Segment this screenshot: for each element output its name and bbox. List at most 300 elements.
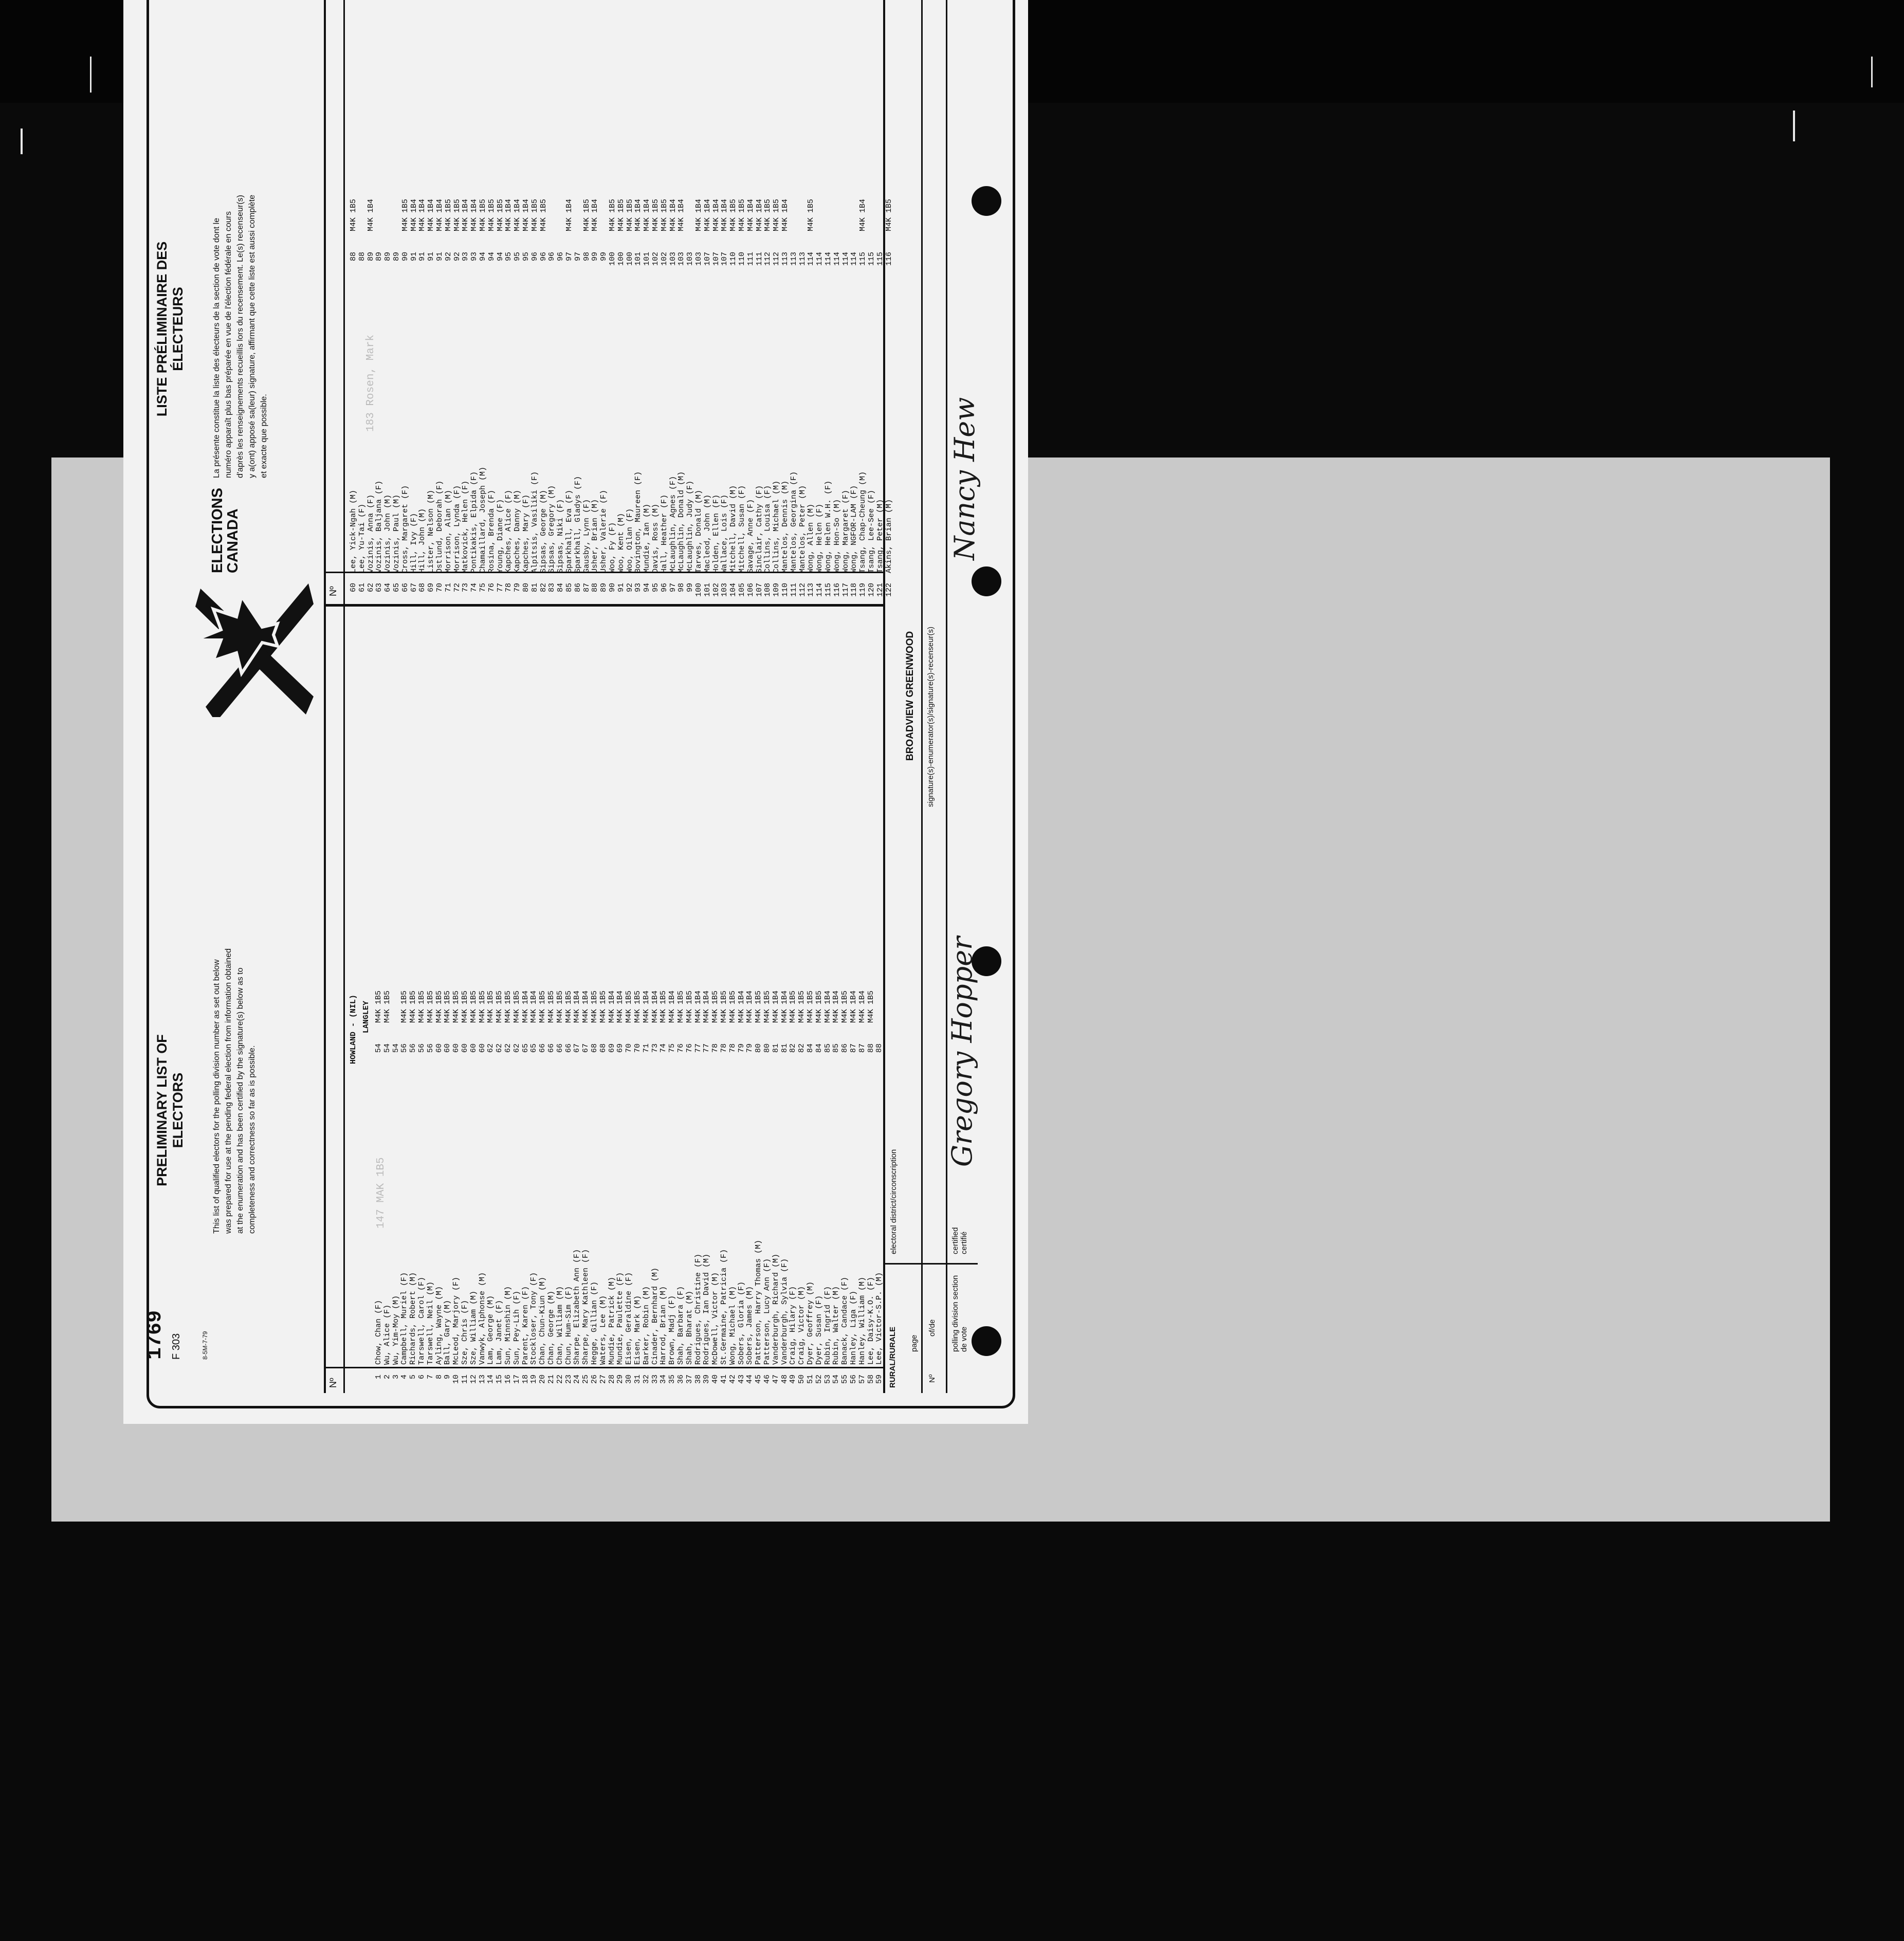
elector-number: 72 <box>452 583 462 593</box>
elector-number: 117 <box>841 583 850 597</box>
elector-address: 81 <box>771 1043 780 1053</box>
elector-number: 101 <box>703 583 712 597</box>
elector-name: Mundie, Patrick (M) <box>607 1276 616 1365</box>
elector-name: Sipsas, George (M) <box>539 489 548 573</box>
elector-name: Tsang, Peter (M) <box>875 499 885 573</box>
elector-number: 38 <box>693 1375 703 1384</box>
elector-postal-code: M4K 1B4 <box>504 198 514 231</box>
elector-number: 7 <box>426 1375 435 1380</box>
elector-number: 100 <box>694 583 703 597</box>
elector-number: 87 <box>582 583 591 593</box>
elector-number: 113 <box>807 583 816 597</box>
elector-number: 106 <box>746 583 755 597</box>
elector-address: 80 <box>754 1043 763 1053</box>
elector-postal-code: M4K 1B5 <box>866 990 875 1023</box>
elector-number: 80 <box>522 583 530 593</box>
elector-number: 115 <box>824 583 833 597</box>
footer-rule <box>946 0 947 1393</box>
elector-number: 39 <box>702 1375 711 1384</box>
elector-postal-code: M4K 1B4 <box>694 198 703 231</box>
elector-postal-code: M4K 1B5 <box>486 990 496 1023</box>
elector-name: Kapches, Mary (F) <box>522 494 530 573</box>
elector-address: 74 <box>659 1043 668 1053</box>
elector-number: 45 <box>754 1375 763 1384</box>
elector-address: 77 <box>693 1043 703 1053</box>
elector-number: 55 <box>840 1375 850 1384</box>
elector-address: 88 <box>357 252 367 262</box>
elector-number: 25 <box>581 1375 591 1384</box>
elector-number: 33 <box>650 1375 660 1384</box>
english-title: PRELIMINARY LIST OF ELECTORS <box>154 1034 186 1186</box>
elector-postal-code: M4K 1B5 <box>479 198 487 231</box>
elector-address: 91 <box>427 252 436 262</box>
elector-postal-code: M4K 1B5 <box>728 990 737 1023</box>
elector-postal-code: M4K 1B4 <box>703 198 712 231</box>
elector-name: Pontikakis, Elpida (F) <box>470 471 479 573</box>
elections-canada-logo <box>185 553 319 717</box>
elector-name: Cinader, Bernhard (M) <box>650 1267 660 1365</box>
elector-address: 101 <box>643 252 652 266</box>
elector-name: Harrod, Brian (M) <box>659 1286 668 1365</box>
elector-postal-code: M4K 1B4 <box>565 198 574 231</box>
elector-address: 62 <box>512 1043 521 1053</box>
elector-number: 99 <box>686 583 695 593</box>
elector-number: 57 <box>857 1375 867 1384</box>
elector-address: 100 <box>608 252 617 266</box>
elector-number: 76 <box>487 583 496 593</box>
elector-name: Vanderburgh, Sylvia (F) <box>780 1258 789 1365</box>
elector-number: 85 <box>565 583 574 593</box>
elector-postal-code: M4K 1B5 <box>651 198 660 231</box>
elector-name: Tarves, Donald (M) <box>694 489 703 573</box>
elector-number: 65 <box>392 583 401 593</box>
elector-address: 56 <box>417 1043 426 1053</box>
elector-postal-code: M4K 1B4 <box>832 990 841 1023</box>
elector-name: Young, Diane (F) <box>496 499 505 573</box>
elector-postal-code: M4K 1B5 <box>538 990 547 1023</box>
elector-postal-code: M4K 1B4 <box>470 198 479 231</box>
elector-postal-code: M4K 1B5 <box>547 990 556 1023</box>
elector-name: Barker, Robin (M) <box>642 1286 651 1365</box>
elector-address: 103 <box>677 252 686 266</box>
elector-address: 84 <box>814 1043 823 1053</box>
elector-name: Mitchell, David (M) <box>729 485 738 573</box>
elector-postal-code: M4K 1B5 <box>512 990 521 1023</box>
elector-postal-code: M4K 1B4 <box>573 990 582 1023</box>
elector-name: Hegge, Gillian (F) <box>590 1281 599 1365</box>
elector-name: Wong, Allen (M) <box>807 503 816 573</box>
elector-address: 102 <box>651 252 660 266</box>
elector-postal-code: M4K 1B4 <box>435 198 444 231</box>
document-page <box>123 0 1028 1424</box>
elector-address: 54 <box>382 1043 392 1053</box>
elector-address: 114 <box>850 252 859 266</box>
elector-postal-code: M4K 1B5 <box>608 198 617 231</box>
elector-address: 76 <box>676 1043 685 1053</box>
elector-name: Kapches, Danny (M) <box>513 489 522 573</box>
elector-postal-code: M4K 1B5 <box>789 990 798 1023</box>
elector-name: Mundie, Ian (M) <box>643 503 652 573</box>
elector-address: 96 <box>539 252 548 262</box>
elector-postal-code: M4K 1B4 <box>668 198 678 231</box>
elector-number: 109 <box>772 583 781 597</box>
elector-address: 89 <box>366 252 375 262</box>
elector-number: 18 <box>521 1375 530 1384</box>
elector-address: 107 <box>711 252 721 266</box>
elector-postal-code: M4K 1B4 <box>642 990 651 1023</box>
elector-address: 100 <box>616 252 626 266</box>
elector-number: 71 <box>444 583 453 593</box>
elector-postal-code: M4K 1B5 <box>349 198 358 231</box>
elector-number: 116 <box>832 583 841 597</box>
table-top-rule <box>324 0 326 1393</box>
elector-address: 77 <box>702 1043 711 1053</box>
elector-number: 52 <box>814 1375 823 1384</box>
elector-address: 65 <box>521 1043 530 1053</box>
elector-postal-code: M4K 1B5 <box>539 198 548 231</box>
elector-address: 87 <box>857 1043 867 1053</box>
elector-address: 113 <box>789 252 798 266</box>
elector-name: Wu, Alice (F) <box>382 1304 392 1365</box>
elector-number: 53 <box>823 1375 832 1384</box>
elector-number: 34 <box>659 1375 668 1384</box>
elector-number: 69 <box>427 583 436 593</box>
elector-address: 103 <box>694 252 703 266</box>
elector-postal-code: M4K 1B4 <box>745 990 755 1023</box>
elector-name: Sun, Pey-Lih (F) <box>512 1290 521 1365</box>
elector-address: 88 <box>866 1043 875 1053</box>
elector-number: 48 <box>780 1375 789 1384</box>
elector-address: 66 <box>555 1043 564 1053</box>
elector-number: 74 <box>470 583 479 593</box>
elector-name: Sun, Minnshin (M) <box>504 1286 512 1365</box>
french-certification: La présente constitue la liste des électeurs de la section de vote dont le numéro apparaît plus bas préparée en vue de l'élection fédérale en cours d'après les renseignements recueillis lors du recensement. Le(s) recenseur(s) y a(ont) apposé sa(leur) signature, affirmant que cette liste est aussi complète et exacte que possible. <box>212 194 268 478</box>
elector-number: 122 <box>884 583 893 597</box>
elector-postal-code: M4K 1B4 <box>616 990 625 1023</box>
elector-address: 87 <box>849 1043 858 1053</box>
elector-address: 115 <box>867 252 876 266</box>
elector-postal-code: M4K 1B5 <box>382 990 392 1023</box>
elector-postal-code: M4K 1B4 <box>720 198 729 231</box>
elector-postal-code: M4K 1B5 <box>659 990 668 1023</box>
elector-address: 95 <box>504 252 514 262</box>
elector-address: 97 <box>565 252 574 262</box>
elector-address: 102 <box>660 252 669 266</box>
elector-number: 14 <box>486 1375 496 1384</box>
elector-number: 114 <box>815 583 825 597</box>
certified-label: certified certifié <box>951 1227 968 1254</box>
elector-postal-code: M4K 1B4 <box>581 990 591 1023</box>
elector-name: Sparkhall, Eva (F) <box>565 489 574 573</box>
elector-postal-code: M4K 1B4 <box>643 198 652 231</box>
elector-number: 54 <box>832 1375 841 1384</box>
elector-name: Hanley, William (M) <box>857 1276 867 1365</box>
elector-address: 69 <box>616 1043 625 1053</box>
elector-postal-code: M4K 1B4 <box>668 990 677 1023</box>
elector-name: Vozinis, Anna (F) <box>366 494 375 573</box>
elector-number: 91 <box>616 583 626 593</box>
elector-number: 83 <box>547 583 557 593</box>
elector-number: 58 <box>866 1375 875 1384</box>
elector-name: Rubin, Ingrid (F) <box>823 1286 832 1365</box>
elector-address: 71 <box>642 1043 651 1053</box>
elector-address: 96 <box>556 252 565 262</box>
elector-postal-code: M4K 1B5 <box>711 990 720 1023</box>
film-streak <box>21 129 23 154</box>
elector-postal-code: M4K 1B4 <box>780 990 789 1023</box>
elector-address: 91 <box>435 252 444 262</box>
elector-name: Wong, Helen (F) <box>815 503 825 573</box>
elector-postal-code: M4K 1B4 <box>755 198 764 231</box>
elector-number: 89 <box>599 583 609 593</box>
elector-postal-code: M4K 1B4 <box>781 198 790 231</box>
elector-name: Woo, Oilan (F) <box>625 508 634 573</box>
elector-postal-code: M4K 1B5 <box>400 198 410 231</box>
elector-name: Sobers, Gloria (F) <box>737 1281 746 1365</box>
elector-address: 95 <box>522 252 530 262</box>
elector-address: 94 <box>487 252 496 262</box>
elector-number: 56 <box>849 1375 858 1384</box>
elector-address: 60 <box>478 1043 487 1053</box>
elector-number: 31 <box>633 1375 642 1384</box>
elector-address: 101 <box>634 252 643 266</box>
elector-number: 5 <box>409 1375 418 1380</box>
elector-number: 17 <box>512 1375 521 1384</box>
elector-address: 75 <box>668 1043 677 1053</box>
elector-postal-code: M4K 1B5 <box>676 990 685 1023</box>
elector-name: Davis, Ross (M) <box>651 503 660 573</box>
elector-postal-code: M4K 1B4 <box>677 198 686 231</box>
elector-address: 107 <box>720 252 729 266</box>
film-streak <box>1793 111 1795 141</box>
elector-postal-code: M4K 1B4 <box>823 990 832 1023</box>
right-elector-column <box>349 0 893 601</box>
elector-postal-code: M4K 1B4 <box>366 198 375 231</box>
elector-name: Sze, Chris (F) <box>461 1299 469 1365</box>
elector-number: 40 <box>711 1375 720 1384</box>
elector-postal-code: M4K 1B5 <box>417 990 426 1023</box>
elector-number: 35 <box>668 1375 677 1384</box>
elector-number: 84 <box>556 583 565 593</box>
elector-postal-code: M4K 1B5 <box>487 198 496 231</box>
elector-name: Sharpe, Elizabeth Ann (F) <box>573 1249 582 1365</box>
elector-number: 9 <box>443 1375 452 1380</box>
elector-name: Chan, Chun-Kiun (M) <box>538 1276 547 1365</box>
elector-name: Sharpe, Mary Kathleen (F) <box>581 1249 591 1365</box>
elector-number: 3 <box>391 1375 400 1380</box>
bleed-through-text: 183 Rosen, Mark <box>365 334 377 432</box>
elector-postal-code: M4K 1B5 <box>772 198 781 231</box>
page-of-label: of/de <box>928 1319 937 1336</box>
elector-name: Chun, Hum-Sim (F) <box>564 1286 573 1365</box>
elector-number: 62 <box>366 583 375 593</box>
elector-address: 98 <box>582 252 591 262</box>
elector-address: 66 <box>547 1043 556 1053</box>
elector-address: 68 <box>590 1043 599 1053</box>
elector-number: 30 <box>625 1375 634 1384</box>
elector-address: 100 <box>625 252 634 266</box>
elector-postal-code: M4K 1B5 <box>590 990 599 1023</box>
elector-address: 82 <box>789 1043 798 1053</box>
form-revision: 8-5M-7-79 <box>202 1331 209 1360</box>
elector-name: Wong, Helen W.H. (F) <box>824 480 833 573</box>
elector-postal-code: M4K 1B5 <box>884 198 893 231</box>
elector-address: 113 <box>781 252 790 266</box>
elector-number: 77 <box>496 583 505 593</box>
elector-number: 75 <box>479 583 487 593</box>
elector-name: Patterson, Harry Thomas (M) <box>754 1239 763 1365</box>
elector-postal-code: M4K 1B5 <box>598 990 608 1023</box>
elector-name: Eisen, Mark (M) <box>633 1295 642 1365</box>
elector-name: Woo, Kent (M) <box>616 512 626 573</box>
elector-name: McLaughlin, Judy (F) <box>686 480 695 573</box>
elector-postal-code: M4K 1B4 <box>746 198 755 231</box>
elector-number: 42 <box>728 1375 737 1384</box>
elector-postal-code: M4K 1B4 <box>522 198 530 231</box>
elector-number: 111 <box>789 583 798 597</box>
elector-number: 22 <box>555 1375 564 1384</box>
elector-postal-code: M4K 1B4 <box>513 198 522 231</box>
elector-address: 111 <box>746 252 755 266</box>
elector-name: Gausby, Lynn (F) <box>582 499 591 573</box>
elector-name: Sinclair, Cathy (F) <box>755 485 764 573</box>
elector-number: 119 <box>858 583 868 597</box>
elector-name: Vozinis, Baljana (F) <box>375 480 384 573</box>
elector-number: 121 <box>875 583 885 597</box>
column-header-number: Nº <box>328 586 338 596</box>
elector-address: 60 <box>469 1043 478 1053</box>
elector-address: 112 <box>772 252 781 266</box>
elector-postal-code: M4K 1B5 <box>400 990 409 1023</box>
elector-address: 96 <box>547 252 557 262</box>
page-number-label: Nº <box>928 1374 937 1383</box>
elector-number: 78 <box>504 583 514 593</box>
elector-number: 63 <box>375 583 384 593</box>
elector-name: Wu, Yim-Moy (M) <box>391 1295 400 1365</box>
elector-name: Stockloser, Tony (F) <box>529 1272 539 1365</box>
elector-address: 112 <box>763 252 773 266</box>
elector-address: 62 <box>504 1043 512 1053</box>
elector-name: Sipsas, Niki (F) <box>556 499 565 573</box>
elector-postal-code: M4K 1B4 <box>591 198 600 231</box>
elector-number: 86 <box>573 583 582 593</box>
elector-address: 60 <box>434 1043 444 1053</box>
elector-name: Morrison, Alan (M) <box>444 489 453 573</box>
elector-name: Wong, Michael (M) <box>728 1286 737 1365</box>
elector-postal-code: M4K 1B5 <box>633 990 642 1023</box>
enumerator-signature: Gregory Hopper <box>946 937 978 1167</box>
elector-name: Lee, Victor-S.P. (M) <box>875 1272 884 1365</box>
elector-postal-code: M4K 1B5 <box>763 198 773 231</box>
elector-postal-code: M4K 1B4 <box>427 198 436 231</box>
elector-address: 67 <box>573 1043 582 1053</box>
elector-address: 54 <box>391 1043 400 1053</box>
elector-name: Wong, Hon-So (M) <box>832 499 841 573</box>
elector-postal-code: M4K 1B4 <box>634 198 643 231</box>
elector-name: Rodrigues, Ian David (M) <box>702 1253 711 1365</box>
elector-address: 62 <box>486 1043 496 1053</box>
elector-address: 89 <box>383 252 393 262</box>
elector-postal-code: M4K 1B5 <box>443 990 452 1023</box>
elector-address: 68 <box>598 1043 608 1053</box>
elector-address: 89 <box>392 252 401 262</box>
elector-postal-code: M4K 1B5 <box>754 990 763 1023</box>
elector-name: Lam, George (M) <box>486 1295 496 1365</box>
elector-address: 73 <box>650 1043 660 1053</box>
elector-number: 103 <box>720 583 729 597</box>
elector-number: 120 <box>867 583 876 597</box>
elector-postal-code: M4K 1B5 <box>625 198 634 231</box>
elector-number: 41 <box>720 1375 728 1384</box>
elector-postal-code: M4K 1B4 <box>409 198 418 231</box>
elector-name: Bovington, Maureen (F) <box>634 471 643 573</box>
film-streak <box>90 57 91 93</box>
elector-name: Banack, Candace (F) <box>840 1276 850 1365</box>
elector-postal-code: M4K 1B5 <box>478 990 487 1023</box>
elector-number: 92 <box>625 583 634 593</box>
elector-address: 88 <box>875 1043 884 1053</box>
elector-name: Usher, Brian (M) <box>591 499 600 573</box>
elector-number: 43 <box>737 1375 746 1384</box>
elector-name: Dyer, Susan (F) <box>814 1295 823 1365</box>
french-title: LISTE PRÉLIMINAIRE DES ÉLECTEURS <box>154 241 186 417</box>
elector-number: 6 <box>417 1375 426 1380</box>
elector-address: 78 <box>728 1043 737 1053</box>
elector-number: 73 <box>461 583 470 593</box>
elector-number: 24 <box>573 1375 582 1384</box>
elector-address: 79 <box>737 1043 746 1053</box>
elector-name: Chamaillard, Joseph (M) <box>479 466 487 573</box>
elector-number: 81 <box>530 583 539 593</box>
elector-number: 94 <box>643 583 652 593</box>
elector-address: 82 <box>797 1043 807 1053</box>
elector-address: 114 <box>824 252 833 266</box>
elector-number: 2 <box>382 1375 392 1380</box>
elector-address: 66 <box>538 1043 547 1053</box>
elector-number: 96 <box>660 583 669 593</box>
elector-name: Lam, Janet (F) <box>495 1299 504 1365</box>
elector-postal-code: M4K 1B5 <box>685 990 694 1023</box>
elector-address: 91 <box>409 252 418 262</box>
elector-name: Lee, Daisy-K.O. (F) <box>866 1276 875 1365</box>
elector-number: 27 <box>598 1375 608 1384</box>
elector-address: 79 <box>745 1043 755 1053</box>
elector-address: 78 <box>720 1043 728 1053</box>
elector-address: 103 <box>686 252 695 266</box>
elector-address: 93 <box>470 252 479 262</box>
elector-name: Hanley, Liga (F) <box>849 1290 858 1365</box>
elector-address: 54 <box>374 1043 383 1053</box>
elector-name: Hall, Heather (F) <box>660 494 669 573</box>
elector-number: 112 <box>798 583 807 597</box>
elector-postal-code: M4K 1B5 <box>616 198 626 231</box>
elector-postal-code: M4K 1B5 <box>763 990 772 1023</box>
elector-address: 97 <box>573 252 582 262</box>
elector-number: 12 <box>469 1375 478 1384</box>
elector-postal-code: M4K 1B5 <box>461 990 469 1023</box>
elector-number: 59 <box>875 1375 884 1384</box>
elector-name: Hill, John (M) <box>418 508 427 573</box>
elector-number: 49 <box>789 1375 798 1384</box>
elector-postal-code: M4K 1B5 <box>564 990 573 1023</box>
elector-number: 44 <box>745 1375 755 1384</box>
elector-address: 56 <box>400 1043 409 1053</box>
elector-number: 67 <box>409 583 418 593</box>
elector-address: 114 <box>815 252 825 266</box>
elector-name: Tarswell, Neil (M) <box>426 1281 435 1365</box>
elector-number: 108 <box>763 583 773 597</box>
elector-name: Wong, Margaret (F) <box>841 489 850 573</box>
